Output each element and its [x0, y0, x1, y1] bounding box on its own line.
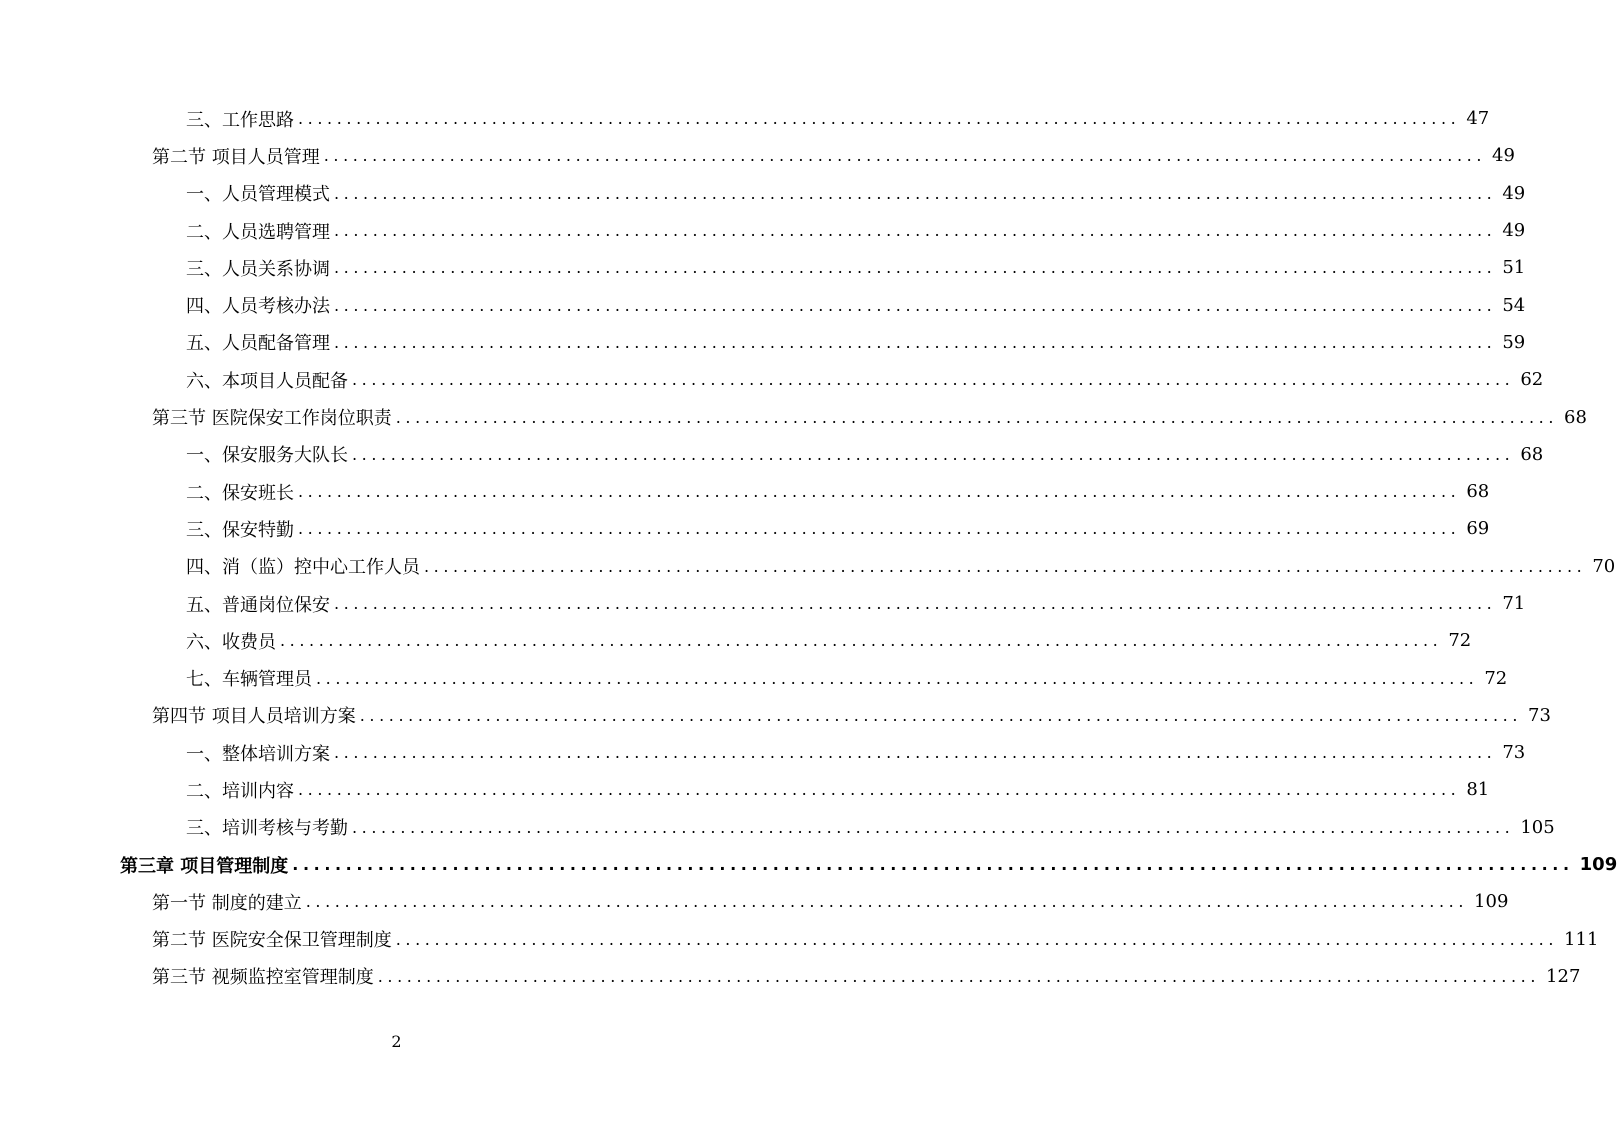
toc-entry-label: 一、保安服务大队长 — [186, 445, 348, 467]
dot-leader: ........................................................................................................................ — [334, 183, 1497, 203]
toc-entry-label: 二、人员选聘管理 — [186, 221, 330, 243]
toc-entry-page-number: 72 — [1484, 667, 1508, 689]
toc-entry-page-number: 51 — [1502, 257, 1526, 279]
table-of-contents — [0, 100, 1617, 995]
dot-leader: ........................................................................................................................ — [334, 295, 1497, 315]
toc-entry-page-number: 109 — [1579, 854, 1617, 876]
toc-entry-page-number: 49 — [1502, 182, 1526, 204]
toc-entry-section[interactable] — [0, 883, 1509, 920]
dot-leader: ........................................................................................................................ — [377, 966, 1541, 986]
toc-entry-label: 六、收费员 — [186, 631, 276, 653]
dot-leader: ........................................................................................................................ — [298, 519, 1461, 539]
dot-leader: ........................................................................................................................ — [352, 370, 1515, 390]
dot-leader: ........................................................................................................................ — [298, 780, 1461, 800]
toc-entry-section[interactable] — [0, 697, 1551, 734]
toc-entry-label: 第三章 项目管理制度 — [120, 855, 289, 877]
toc-entry-item[interactable] — [0, 175, 1526, 212]
dot-leader: ........................................................................................................................ — [298, 482, 1461, 502]
toc-entry-label: 四、人员考核办法 — [186, 296, 330, 318]
toc-entry-page-number: 68 — [1466, 481, 1490, 503]
toc-entry-page-number: 59 — [1502, 331, 1526, 353]
toc-entry-label: 二、保安班长 — [186, 482, 294, 504]
toc-entry-label: 第二节 医院安全保卫管理制度 — [152, 930, 392, 952]
toc-entry-item[interactable] — [0, 734, 1526, 771]
dot-leader: ........................................................................................................................ — [424, 556, 1587, 576]
toc-entry-section[interactable] — [0, 137, 1515, 174]
toc-entry-label: 三、人员关系协调 — [186, 258, 330, 280]
dot-leader: ........................................................................................................................ — [334, 594, 1497, 613]
toc-entry-section[interactable] — [0, 398, 1587, 435]
dot-leader: ........................................................................................................................ — [305, 892, 1469, 912]
toc-entry-item[interactable] — [0, 249, 1526, 286]
dot-leader: ........................................................................................................................ — [334, 221, 1497, 241]
toc-entry-item[interactable] — [0, 286, 1526, 323]
toc-entry-item[interactable] — [0, 510, 1490, 547]
toc-entry-label: 第三节 视频监控室管理制度 — [152, 967, 374, 989]
toc-entry-item[interactable] — [0, 473, 1490, 510]
toc-entry-label: 七、车辆管理员 — [186, 669, 312, 691]
toc-entry-item[interactable] — [0, 622, 1472, 659]
toc-entry-page-number: 69 — [1466, 518, 1490, 540]
dot-leader: ........................................................................................................................ — [395, 407, 1559, 427]
toc-entry-label: 三、培训考核与考勤 — [186, 818, 348, 840]
toc-entry-item[interactable] — [0, 659, 1508, 696]
toc-entry-page-number: 54 — [1502, 294, 1526, 316]
dot-leader: ........................................................................................................................ — [352, 444, 1515, 464]
toc-entry-label: 三、工作思路 — [186, 109, 294, 131]
toc-entry-label: 六、本项目人员配备 — [186, 370, 348, 392]
toc-entry-page-number: 71 — [1502, 593, 1526, 614]
toc-entry-page-number: 127 — [1546, 965, 1581, 987]
toc-entry-label: 二、培训内容 — [186, 780, 294, 802]
dot-leader: ........................................................................................................................ — [323, 146, 1487, 166]
toc-entry-label: 第三节 医院保安工作岗位职责 — [152, 408, 392, 430]
toc-entry-item[interactable] — [0, 809, 1555, 846]
dot-leader: ........................................................................................................................ — [334, 258, 1497, 278]
toc-entry-page-number: 62 — [1520, 369, 1544, 391]
toc-entry-page-number: 73 — [1528, 704, 1551, 726]
toc-entry-page-number: 81 — [1466, 779, 1490, 801]
dot-leader: ........................................................................................................................ — [316, 668, 1479, 688]
toc-entry-page-number: 109 — [1474, 891, 1509, 913]
toc-entry-label: 三、保安特勤 — [186, 519, 294, 541]
toc-entry-label: 第一节 制度的建立 — [152, 892, 302, 914]
toc-entry-item[interactable] — [0, 771, 1490, 808]
toc-entry-page-number: 111 — [1564, 928, 1599, 950]
toc-entry-page-number: 72 — [1448, 630, 1472, 652]
toc-entry-page-number: 47 — [1466, 108, 1490, 130]
toc-entry-chapter[interactable] — [0, 846, 1617, 883]
dot-leader: ........................................................................................................................ — [298, 109, 1461, 129]
toc-entry-page-number: 49 — [1492, 145, 1515, 167]
toc-entry-label: 一、整体培训方案 — [186, 743, 330, 765]
toc-entry-item[interactable] — [0, 100, 1490, 137]
toc-entry-item[interactable] — [0, 361, 1544, 398]
dot-leader: ........................................................................................................................ — [359, 705, 1523, 725]
dot-leader: ........................................................................................................................ — [352, 817, 1515, 837]
dot-leader: ........................................................................................................................ — [292, 855, 1574, 875]
toc-entry-label: 四、消（监）控中心工作人员 — [186, 557, 420, 579]
toc-entry-label: 五、普通岗位保安 — [186, 594, 330, 616]
toc-entry-page-number: 68 — [1520, 443, 1544, 465]
dot-leader: ........................................................................................................................ — [395, 929, 1559, 949]
toc-entry-label: 第二节 项目人员管理 — [152, 146, 320, 168]
toc-entry-item[interactable] — [0, 324, 1526, 361]
dot-leader: ........................................................................................................................ — [334, 332, 1497, 352]
toc-entry-item[interactable] — [0, 585, 1526, 622]
toc-entry-page-number: 105 — [1520, 816, 1555, 838]
page-number: 2 — [391, 1032, 402, 1051]
toc-entry-section[interactable] — [0, 958, 1581, 995]
toc-entry-label: 五、人员配备管理 — [186, 333, 330, 355]
dot-leader: ........................................................................................................................ — [280, 631, 1443, 651]
toc-entry-item[interactable] — [0, 212, 1526, 249]
toc-entry-page-number: 68 — [1564, 406, 1587, 428]
toc-entry-page-number: 73 — [1502, 742, 1526, 764]
dot-leader: ........................................................................................................................ — [334, 743, 1497, 763]
toc-entry-label: 一、人员管理模式 — [186, 184, 330, 206]
toc-entry-label: 第四节 项目人员培训方案 — [152, 706, 356, 728]
toc-entry-item[interactable] — [0, 548, 1616, 585]
toc-entry-section[interactable] — [0, 921, 1599, 958]
toc-entry-page-number: 49 — [1502, 220, 1526, 242]
toc-entry-page-number: 70 — [1592, 555, 1616, 577]
toc-entry-item[interactable] — [0, 436, 1544, 473]
